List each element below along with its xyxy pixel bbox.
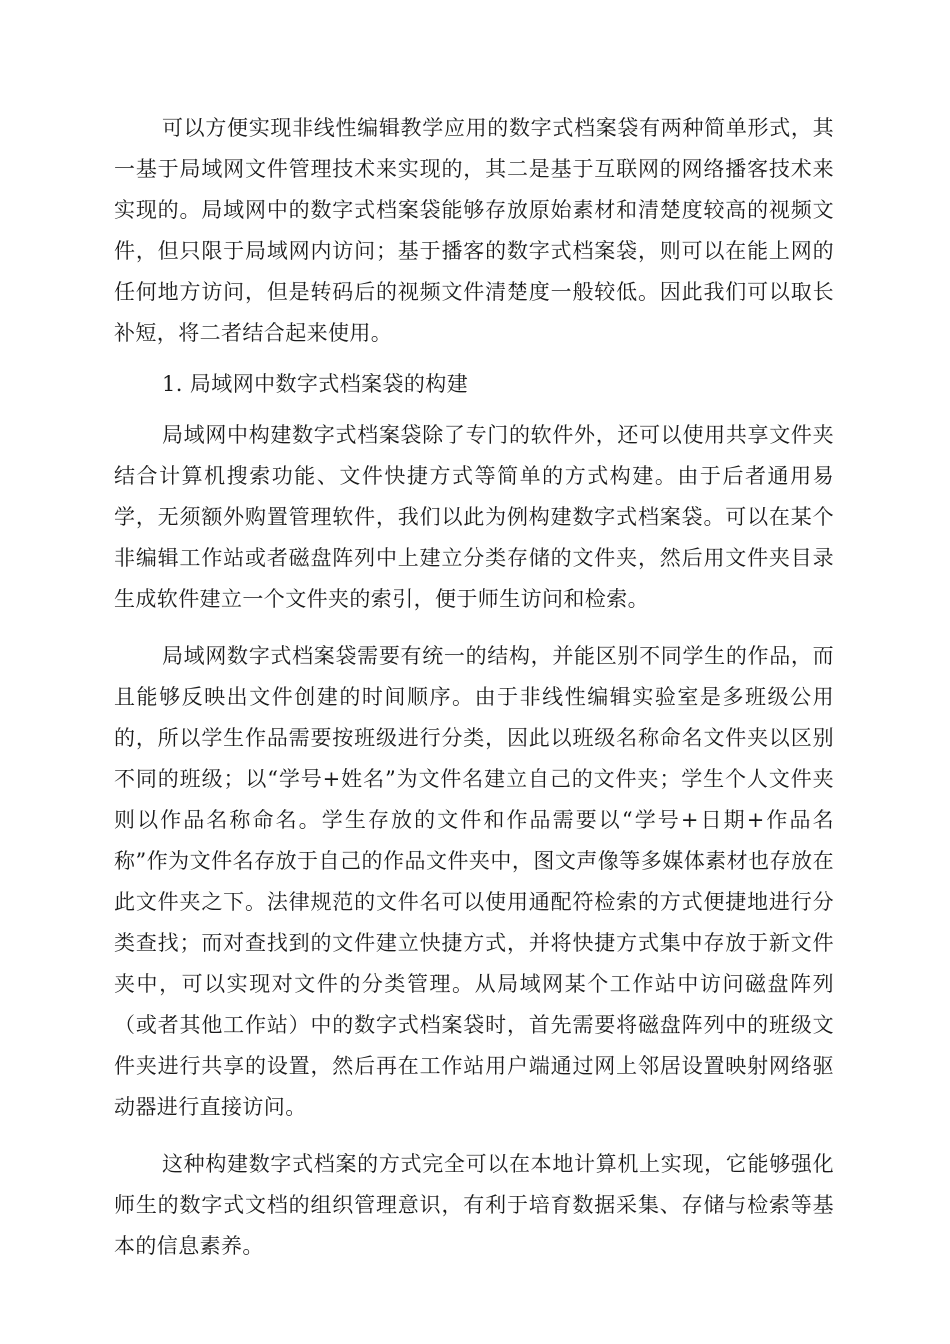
section-heading: 1. 局域网中数字式档案袋的构建 [162, 372, 469, 396]
paragraph-construction: 局域网中构建数字式档案袋除了专门的软件外，还可以使用共享文件夹结合计算机搜索功能、文件快捷方式等简单的方式构建。由于后者通用易学，无须额外购置管理软件，我们以此为例构建数字式档案袋。可以在某个非编辑工作站或者磁盘阵列中上建立分类存储的文件夹，然后用文件夹目录生成软件建立一个文件夹的索引，便于师生访问和检索。 [114, 423, 834, 611]
paragraph-conclusion: 这种构建数字式档案的方式完全可以在本地计算机上实现，它能够强化师生的数字式文档的组织管理意识，有利于培育数据采集、存储与检索等基本的信息素养。 [114, 1152, 834, 1258]
paragraph-intro: 可以方便实现非线性编辑教学应用的数字式档案袋有两种简单形式，其一基于局域网文件管理技术来实现的，其二是基于互联网的网络播客技术来实现的。局域网中的数字式档案袋能够存放原始素材和清楚度较高的视频文件，但只限于局域网内访问；基于播客的数字式档案袋，则可以在能上网的任何地方访问，但是转码后的视频文件清楚度一般较低。因此我们可以取长补短，将二者结合起来使用。 [114, 116, 834, 345]
document-body [114, 108, 834, 1267]
paragraph-structure: 局域网数字式档案袋需要有统一的结构，并能区别不同学生的作品，而且能够反映出文件创建的时间顺序。由于非线性编辑实验室是多班级公用的，所以学生作品需要按班级进行分类，因此以班级名称命名文件夹以区别不同的班级；以“学号+姓名”为文件名建立自己的文件夹；学生个人文件夹则以作品名称命名。学生存放的文件和作品需要以“学号+日期+作品名称”作为文件名存放于自己的作品文件夹中，图文声像等多媒体素材也存放在此文件夹之下。法律规范的文件名可以使用通配符检索的方式便捷地进行分类查找；而对查找到的文件建立快捷方式，并将快捷方式集中存放于新文件夹中，可以实现对文件的分类管理。从局域网某个工作站中访问磁盘阵列（或者其他工作站）中的数字式档案袋时，首先需要将磁盘阵列中的班级文件夹进行共享的设置，然后再在工作站用户端通过网上邻居设置映射网络驱动器进行直接访问。 [114, 644, 834, 1119]
